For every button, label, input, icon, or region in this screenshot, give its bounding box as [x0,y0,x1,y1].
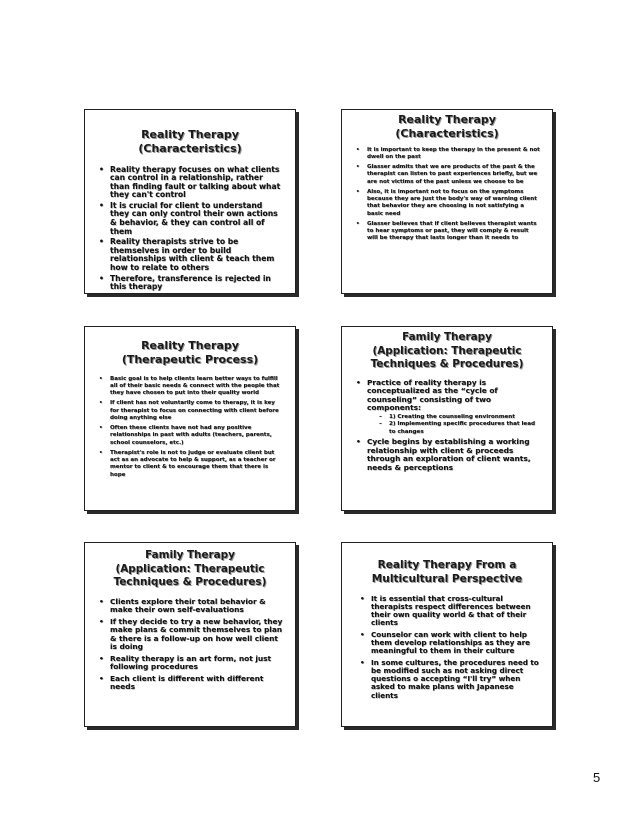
sub-bullet-item: – 2) Implementing specific procedures that lead to changes [367,421,540,436]
bullet-item: • Glasser believes that if client believes therapist wants to hear symptoms or past, they will comply & result will be therapy that lasts longer than it needs to [354,221,540,243]
bullet-item: • Each client is different with different needs [97,675,283,692]
slide-title: Reality Therapy (Therapeutic Process) [121,339,259,367]
bullet-list [97,166,283,292]
slide-1 [84,109,296,294]
bullet-item: • Often these clients have not had any positive relationships in past with adults (teachers, parents, school counselors, etc.) [97,425,283,447]
slide-6 [341,542,553,727]
bullet-item: • Reality therapists strive to be themselves in order to build relationships with client & teach them how to relate to others [97,238,283,272]
bullet-item: • Also, it is important not to focus on the symptoms because they are just the body's way of warning client that behavior they are choosing is not satisfying a basic need [354,189,540,218]
slide-2 [341,109,553,294]
slide-title: Reality Therapy (Characteristics) [138,128,242,156]
bullet-list [354,379,540,473]
slide-title: Family Therapy (Application: Therapeutic Techniques & Procedures) [113,549,267,589]
bullet-item: • It is important to keep the therapy in the present & not dwell on the past [354,147,540,162]
bullet-item: • It is crucial for client to understand they can only control their own actions & behavior, & they can control all of them [97,202,283,236]
bullet-item: • Therefore, transference is rejected in this therapy [97,275,283,292]
bullet-list [97,376,283,479]
bullet-item: • Reality therapy is an art form, not just following procedures [97,655,283,672]
bullet-item: • In some cultures, the procedures need to be modified such as not asking direct questions o accepting “I'll try” when asked to make plans with Japanese clients [358,659,540,700]
sub-bullet-item: – 1) Creating the counseling environment [367,414,540,422]
slide-title: Reality Therapy (Characteristics) [395,113,499,141]
bullet-list [354,595,540,700]
bullet-list [354,147,540,243]
bullet-item: • Therapist's role is not to judge or evaluate client but act as an advocate to help & support, as a teacher or mentor to client & to encourage them that there is hope [97,450,283,479]
bullet-item: • Reality therapy focuses on what clients can control in a relationship, rather than finding fault or talking about what they can't control [97,166,283,200]
slide-3 [84,326,296,511]
bullet-item: • Counselor can work with client to help them develop relationships as they are meaningful to them in their culture [358,631,540,656]
bullet-item: • Clients explore their total behavior & make their own self-evaluations [97,598,283,615]
bullet-item [354,379,540,437]
bullet-item: • If they decide to try a new behavior, they make plans & commit themselves to plan & there is a follow-up on how well client is doing [97,618,283,652]
slide-5 [84,542,296,727]
bullet-text: Practice of reality therapy is conceptualized as the “cycle of counseling” consisting of two components: [367,377,498,413]
slide-title: Reality Therapy From a Multicultural Perspective [371,559,523,585]
bullet-item: • If client has not voluntarily come to therapy, it is key for therapist to focus on connecting with client before doing anything else [97,400,283,422]
slide-title: Family Therapy (Application: Therapeutic Techniques & Procedures) [370,331,524,371]
bullet-item: • Cycle begins by establishing a working relationship with client & proceeds through an exploration of client wants, needs & perceptions [354,438,540,472]
bullet-item: • Basic goal is to help clients learn better ways to fulfill all of their basic needs & connect with the people that they have chosen to put into their quality world [97,376,283,398]
page-number: 5 [593,770,601,785]
bullet-item: • Glasser admits that we are products of the past & the therapist can listen to past experiences briefly, but we are not victims of the past unless we choose to be [354,164,540,186]
bullet-list [97,598,283,692]
slide-4 [341,326,553,511]
bullet-item: • It is essential that cross-cultural therapists respect differences between their own quality world & that of their clients [358,595,540,628]
sub-bullet-list [367,414,540,437]
